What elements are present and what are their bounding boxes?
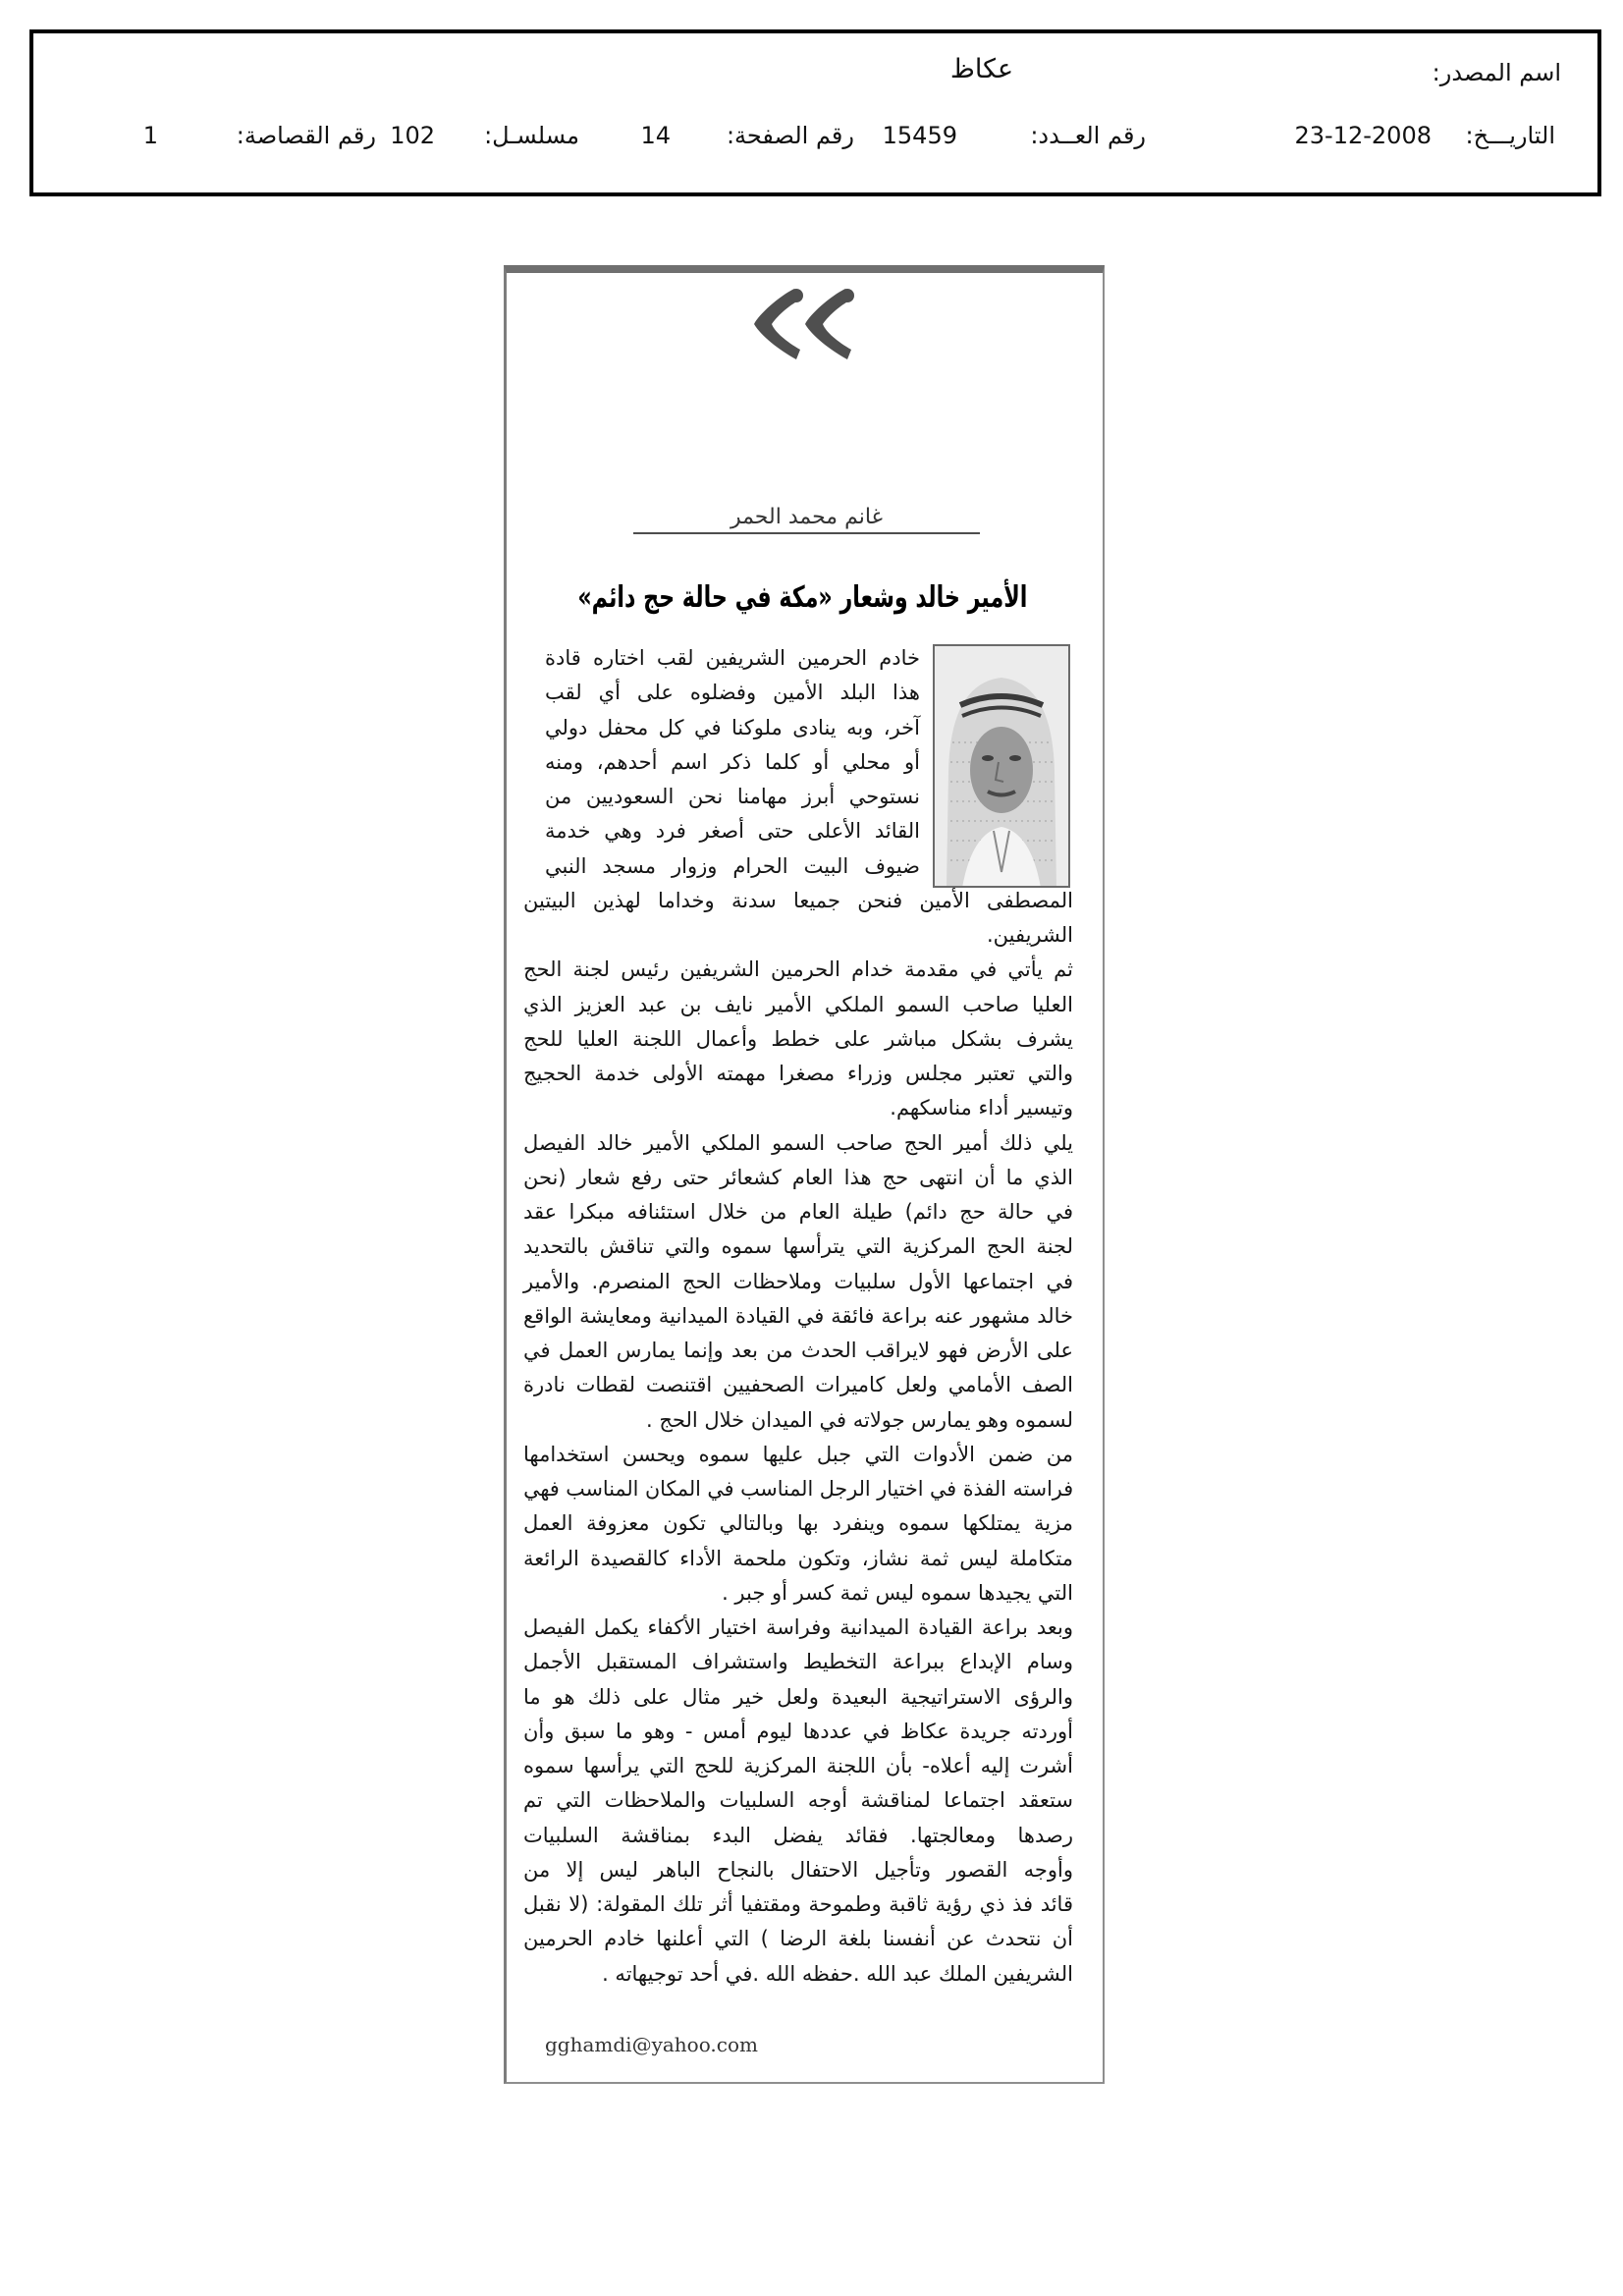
quotation-mark-icon (751, 287, 854, 361)
text-line-content: ثم يأتي في مقدمة خدام الحرمين الشريفين رئيس لجنة الحج (523, 957, 1073, 982)
text-line (523, 1230, 1073, 1264)
date-label: التاريـــخ: (1465, 122, 1555, 149)
text-line-content: لسموه وهو يمارس جولاته في الميدان خلال الحج . (646, 1407, 1073, 1432)
article-paragraph (523, 1438, 1073, 1611)
text-line (545, 814, 920, 848)
text-line (545, 745, 920, 780)
text-line (523, 1126, 1073, 1161)
text-line-content: العليا صاحب السمو الملكي الأمير نايف بن عبد العزيز الذي (523, 992, 1073, 1016)
text-line-content: قائد فذ ذي رؤية ثاقبة وطموحة ومقتفيا أثر تلك المقولة: (لا نقبل (523, 1892, 1073, 1916)
text-line-content: يلي ذلك أمير الحج صاحب السمو الملكي الأمير خالد الفيصل (523, 1130, 1073, 1155)
text-line (523, 1195, 1073, 1230)
text-line-content: وأوجه القصور وتأجيل الاحتفال بالنجاح الباهر ليس إلا من (523, 1857, 1073, 1882)
page-number-value: 14 (640, 122, 671, 149)
text-line (523, 1299, 1073, 1334)
text-line (545, 849, 920, 884)
serial-value: 102 (390, 122, 435, 149)
text-line (523, 1645, 1073, 1679)
text-line-content: في اجتماعها الأول سلبيات وملاحظات الحج المنصرم. والأمير (523, 1269, 1073, 1293)
text-line-content: في حالة حج دائم) طيلة العام من خلال استئنافه مبكرا عقد (523, 1200, 1073, 1224)
date-value: 23-12-2008 (1294, 122, 1432, 149)
text-line (523, 1506, 1073, 1541)
text-line-content: وبعد براعة القيادة الميدانية وفراسة اختيار الأكفاء يكمل الفيصل (523, 1615, 1073, 1639)
clipping-header (29, 29, 1601, 196)
text-line (523, 1265, 1073, 1299)
article-paragraph (523, 1611, 1073, 1992)
text-line (523, 953, 1073, 987)
clipping-number-value: 1 (142, 122, 158, 149)
text-line (545, 641, 920, 676)
text-line (545, 711, 920, 745)
clipping-number-label: رقم القصاصة: (236, 122, 376, 149)
text-line-content: المصطفى الأمين فنحن جميعا سدنة وخداما لهذين البيتين (523, 888, 1073, 912)
text-line-content: والتي تعتبر مجلس وزراء مصغرا مهمته الأولى خدمة الحجيج (523, 1062, 1073, 1085)
article-title (577, 579, 1027, 617)
text-line-content: وسام الإبداع ببراعة التخطيط واستشراف المستقبل الأجمل (523, 1650, 1073, 1674)
source-label: اسم المصدر: (1432, 59, 1561, 86)
text-line-content: الصف الأمامي ولعل كاميرات الصحفيين اقتنصت لقطات نادرة (523, 1373, 1073, 1397)
serial-label: مسلسـل: (484, 122, 579, 149)
text-line (523, 988, 1073, 1022)
text-line (523, 1438, 1073, 1472)
text-line (523, 1680, 1073, 1715)
article-paragraph (523, 641, 1073, 953)
page-number-label: رقم الصفحة: (726, 122, 854, 149)
text-line (523, 1057, 1073, 1091)
text-line-content: ضيوف البيت الحرام وزوار مسجد النبي (545, 853, 920, 878)
text-line (523, 1161, 1073, 1195)
article-body (523, 641, 1073, 1992)
article-paragraph (523, 1126, 1073, 1438)
text-line-content: وتيسير أداء مناسكهم. (890, 1096, 1073, 1121)
text-line-content: التي يجيدها سموه ليس ثمة كسر أو جبر . (722, 1580, 1073, 1605)
text-line-content: أو محلي أو كلما ذكر اسم أحدهم، ومنه (545, 749, 920, 774)
text-line-content: القائد الأعلى حتى أصغر فرد وهي خدمة (545, 819, 920, 844)
article-clipping (504, 265, 1105, 2084)
text-line (523, 1783, 1073, 1818)
text-line (523, 1403, 1073, 1438)
text-line-content: خالد مشهور عنه براعة فائقة في القيادة الميدانية ومعايشة الواقع (523, 1303, 1073, 1328)
text-line (523, 884, 1073, 918)
text-line (523, 1922, 1073, 1956)
text-line-content: هذا البلد الأمين وفضلوه على أي لقب (545, 681, 920, 705)
text-line-content: أوردته جريدة عكاظ في عددها ليوم أمس - وهو ما سبق وأن (523, 1719, 1073, 1743)
text-line-content: الذي ما أن انتهى حج هذا العام كشعائر حتى رفع شعار (نحن (523, 1165, 1073, 1189)
text-line-content: أشرت إليه أعلاه- بأن اللجنة المركزية للحج التي يرأسها سموه (523, 1754, 1073, 1777)
text-line (523, 1819, 1073, 1853)
text-line (523, 1091, 1073, 1125)
text-line (523, 1368, 1073, 1402)
text-line (523, 1853, 1073, 1887)
text-line (523, 1715, 1073, 1749)
author-email: gghamdi@yahoo.com (545, 2033, 758, 2056)
text-line-content: أن نتحدث عن أنفسنا بلغة الرضا ) التي أعلنها خادم الحرمين (523, 1927, 1073, 1951)
text-line (523, 1749, 1073, 1783)
text-line-content: متكاملة ليس ثمة نشاز، وتكون ملحمة الأداء كالقصيدة الرائعة (523, 1546, 1073, 1570)
issue-number-value: 15459 (882, 122, 957, 149)
text-line-content: ستعقد اجتماعا لمناقشة أوجه السلبيات والملاحظات التي تم (523, 1788, 1073, 1813)
text-line (523, 918, 1073, 953)
text-line (523, 1887, 1073, 1922)
text-line (523, 1472, 1073, 1506)
text-line-content: لجنة الحج المركزية التي يترأسها سموه والتي تناقش بالتحديد (523, 1234, 1073, 1259)
text-line-content: آخر، وبه ينادى ملوكنا في كل محفل دولي (545, 715, 920, 739)
text-line (523, 1334, 1073, 1368)
text-line-content: فراسته الفذة في اختيار الرجل المناسب في المكان المناسب فهي (523, 1477, 1073, 1501)
text-line (523, 1611, 1073, 1645)
text-line-content: والرؤى الاستراتيجية البعيدة ولعل خير مثال على ذلك هو ما (523, 1684, 1073, 1709)
text-line-content: نستوحي أبرز مهامنا نحن السعوديين من (545, 785, 920, 808)
text-line-content: من ضمن الأدوات التي جبل عليها سموه ويحسن استخدامها (523, 1442, 1073, 1466)
article-title-text: الأمير خالد وشعار «مكة في حالة حج دائم» (576, 580, 1027, 615)
source-name: عكاظ (949, 54, 1014, 84)
text-line (523, 1957, 1073, 1992)
text-line-content: خادم الحرمين الشريفين لقب اختاره قادة (545, 646, 920, 670)
text-line-content: مزية يمتلكها سموه وينفرد بها وبالتالي تكون معزوفة العمل (523, 1511, 1073, 1536)
text-line-content: يشرف بشكل مباشر على خطط وأعمال اللجنة العليا للحج (523, 1026, 1073, 1051)
text-line-content: الشريفين. (986, 923, 1073, 947)
text-line (523, 1576, 1073, 1611)
text-line (545, 780, 920, 814)
article-paragraph (523, 953, 1073, 1125)
text-line-content: رصدها ومعالجتها. فقائد يفضل البدء بمناقشة السلبيات (523, 1823, 1073, 1847)
issue-number-label: رقم العــدد: (1030, 122, 1146, 149)
text-line-content: على الأرض فهو لايراقب الحدث من بعد وإنما يمارس العمل في (523, 1339, 1073, 1362)
text-line (523, 1542, 1073, 1576)
text-line (523, 1022, 1073, 1057)
author-byline: غانم محمد الحمر (633, 503, 980, 534)
text-line-content: الشريفين الملك عبد الله .حفظه الله .في أحد توجيهاته . (602, 1961, 1073, 1986)
text-line (545, 676, 920, 710)
